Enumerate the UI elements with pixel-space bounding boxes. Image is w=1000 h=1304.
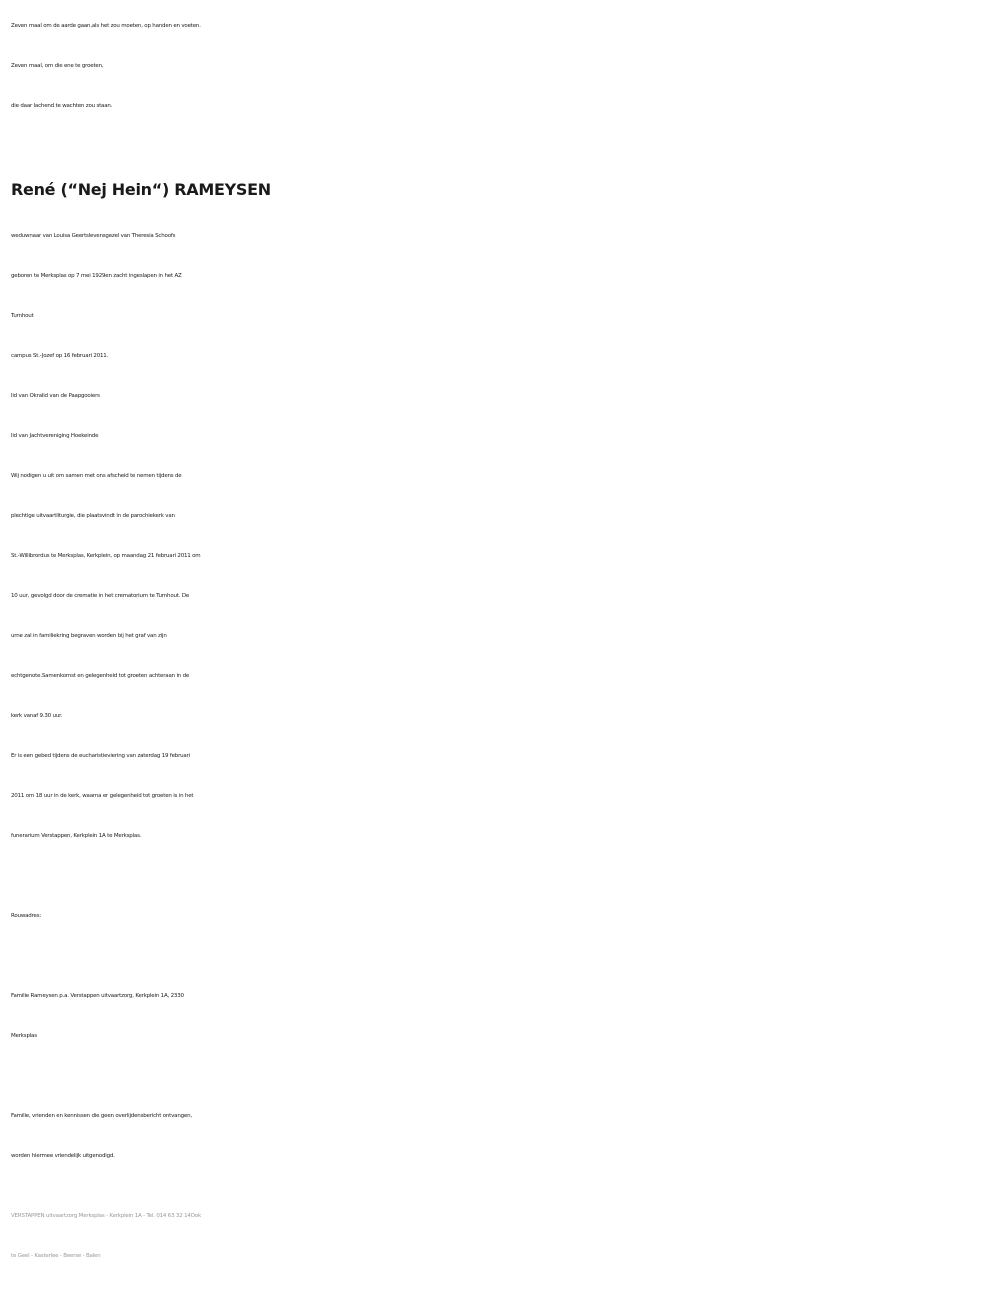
deceased-name: René (“Nej Hein“) RAMEYSEN — [11, 180, 271, 199]
body-line: plechtige uitvaartliturgie, die plaatsvindt in de parochiekerk van — [11, 513, 175, 519]
body-line: funerarium Verstappen, Kerkplein 1A te Merksplas. — [11, 833, 142, 839]
body-line: 10 uur, gevolgd door de crematie in het crematorium te Turnhout. De — [11, 593, 190, 599]
address-label: Rouwadres: — [11, 913, 42, 919]
invitation-line: worden hiermee vriendelijk uitgenodigd. — [11, 1153, 115, 1159]
footer-line: VERSTAPPEN uitvaartzorg Merksplas - Kerkplein 1A - Tel. 014 63 32 14Ook — [11, 1213, 201, 1219]
body-line: urne zal in familiekring begraven worden bij het graf van zijn — [11, 633, 167, 639]
obituary-body — [11, 216, 990, 856]
body-line: geboren te Merksplas op 7 mei 1929en zacht ingeslapen in het AZ — [11, 273, 182, 279]
footer-line: te Geel - Kasterlee - Beerse - Balen — [11, 1253, 101, 1259]
spacer — [11, 1176, 990, 1196]
address-line: Familie Rameysen p.a. Verstappen uitvaartzorg, Kerkplein 1A, 2330 — [11, 993, 184, 999]
mourning-address — [11, 976, 990, 1056]
poem-line: Zeven maal om de aarde gaan,als het zou moeten, op handen en voeten. — [11, 23, 201, 29]
body-line: Er is een gebed tijdens de eucharistieviering van zaterdag 19 februari — [11, 753, 190, 759]
funeral-home-footer — [11, 1196, 990, 1276]
spacer — [11, 936, 990, 976]
body-line: lid van Okralid van de Paapgooiers — [11, 393, 100, 399]
body-line: kerk vanaf 9.30 uur. — [11, 713, 63, 719]
body-line: echtgenote.Samenkomst en gelegenheid tot groeten achteraan in de — [11, 673, 190, 679]
poem-line: Zeven maal, om die ene te groeten, — [11, 63, 104, 69]
body-line: lid van Jachtvereniging Hoekeinde — [11, 433, 99, 439]
body-line: campus St.-Jozef op 16 februari 2011. — [11, 353, 109, 359]
invitation — [11, 1096, 990, 1176]
body-line: Turnhout — [11, 313, 34, 319]
spacer — [11, 856, 990, 896]
body-line: 2011 om 18 uur in de kerk, waarna er gelegenheid tot groeten is in het — [11, 793, 194, 799]
body-line: Wij nodigen u uit om samen met ons afscheid te nemen tijdens de — [11, 473, 182, 479]
address-line: Merksplas — [11, 1033, 37, 1039]
invitation-line: Familie, vrienden en kennissen die geen overlijdensbericht ontvangen, — [11, 1113, 192, 1119]
body-line: St.-Willibrordus te Merksplas, Kerkplein, op maandag 21 februari 2011 om — [11, 553, 201, 559]
poem — [11, 6, 990, 126]
body-line: weduwnaar van Louisa Geertslevensgezel van Theresia Schoofs — [11, 233, 176, 239]
spacer — [11, 1056, 990, 1096]
poem-line: die daar lachend te wachten zou staan. — [11, 103, 113, 109]
